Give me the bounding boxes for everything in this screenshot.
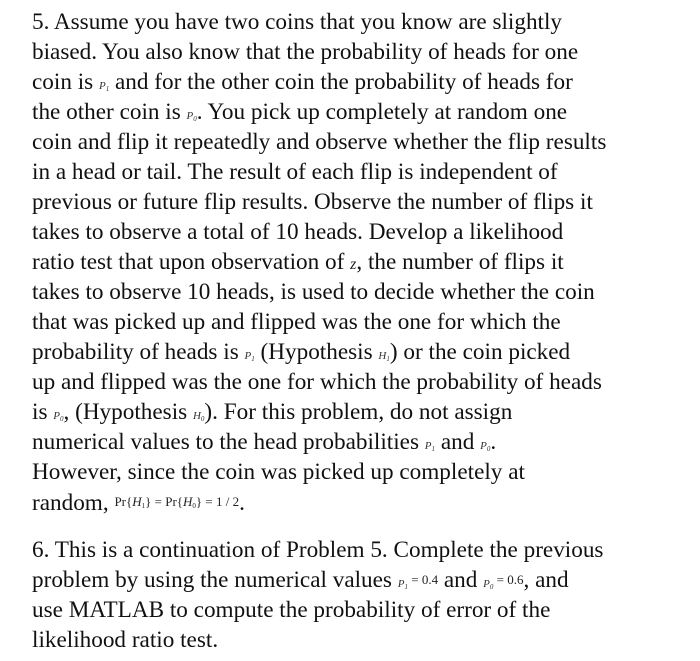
text-line	[32, 247, 564, 277]
line-text: 6. This is a continuation of Problem 5. Complete the previous	[32, 537, 604, 563]
text-line	[32, 157, 558, 187]
text-line	[32, 307, 561, 337]
text-line	[32, 427, 496, 457]
line-text: ratio test that upon observation of	[32, 249, 351, 275]
line-text: and	[438, 567, 484, 593]
text-line	[32, 7, 562, 37]
symbol-h0: $H_0$	[192, 410, 205, 423]
line-text: and for the other coin the probability of heads for	[109, 69, 573, 95]
symbol-z: z	[350, 256, 357, 273]
symbol-p0: $P_0$	[53, 410, 64, 423]
line-text: is	[32, 399, 54, 425]
text-line	[32, 595, 550, 625]
text-line	[32, 67, 573, 97]
line-text: , (Hypothesis	[63, 399, 193, 425]
line-text: , and	[523, 567, 569, 593]
line-text: However, since the coin was picked up completely at	[32, 459, 525, 485]
symbol-p1: $P_1$	[98, 80, 110, 93]
line-text: numerical values to the head probabilities	[32, 429, 425, 455]
symbol-p0: $P_0$	[186, 110, 197, 123]
line-text: in a head or tail. The result of each flip is independent of	[32, 159, 558, 185]
line-text: .	[239, 490, 245, 516]
line-text: coin and flip it repeatedly and observe whether the flip results	[32, 129, 607, 155]
text-line	[32, 367, 602, 397]
text-line	[32, 187, 593, 217]
line-text: takes to observe a total of 10 heads. Develop a likelihood	[32, 219, 564, 245]
text-line	[32, 625, 218, 655]
symbol-p1: $P_1$	[424, 440, 436, 453]
line-text: probability of heads is	[32, 339, 245, 365]
line-text: ). For this problem, do not assign	[204, 399, 513, 425]
line-text: that was picked up and flipped was the one for which the	[32, 309, 561, 335]
symbol-h1: $H_1$	[378, 350, 390, 363]
symbol-p0: $P_0$	[480, 440, 491, 453]
line-text: takes to observe 10 heads, is used to decide whether the coin	[32, 279, 595, 305]
text-line	[32, 277, 595, 307]
value-p1: = 0.4	[408, 572, 439, 587]
line-text: biased. You also know that the probability of heads for one	[32, 39, 579, 65]
text-line	[32, 457, 525, 487]
line-text: 5. Assume you have two coins that you know are slightly	[32, 9, 563, 35]
line-text: ) or the coin picked	[389, 339, 571, 365]
text-line	[32, 97, 567, 127]
value-p0: = 0.6	[493, 572, 524, 587]
line-text: . You pick up completely at random one	[196, 99, 568, 125]
line-text: (Hypothesis	[254, 339, 379, 365]
line-text: use MATLAB to compute the probability of error of the	[32, 597, 551, 623]
line-text: and	[435, 429, 481, 455]
line-text: likelihood ratio test.	[32, 627, 219, 653]
symbol-p0: $P_0$	[483, 578, 494, 591]
text-line	[32, 127, 606, 157]
line-text: coin is	[32, 69, 99, 95]
line-text: the other coin is	[32, 99, 187, 125]
line-text: .	[490, 429, 497, 455]
symbol-p1: $P_1$	[397, 578, 408, 591]
line-text: random,	[32, 490, 115, 516]
line-text: , the number of flips it	[356, 249, 564, 275]
text-line	[32, 487, 245, 517]
text-line	[32, 337, 570, 367]
text-line	[32, 565, 569, 595]
line-text: previous or future flip results. Observe the number of flips it	[32, 189, 593, 215]
text-line	[32, 397, 512, 427]
text-line	[32, 37, 578, 67]
text-line	[32, 217, 563, 247]
line-text: up and flipped was the one for which the probability of heads	[32, 369, 602, 395]
symbol-p1: $P_1$	[244, 350, 255, 363]
text-line	[32, 535, 603, 565]
line-text: problem by using the numerical values	[32, 567, 398, 593]
prior-equation: $Pr\{H_1\} = Pr\{H_0\} = 1 / 2$	[114, 494, 240, 510]
